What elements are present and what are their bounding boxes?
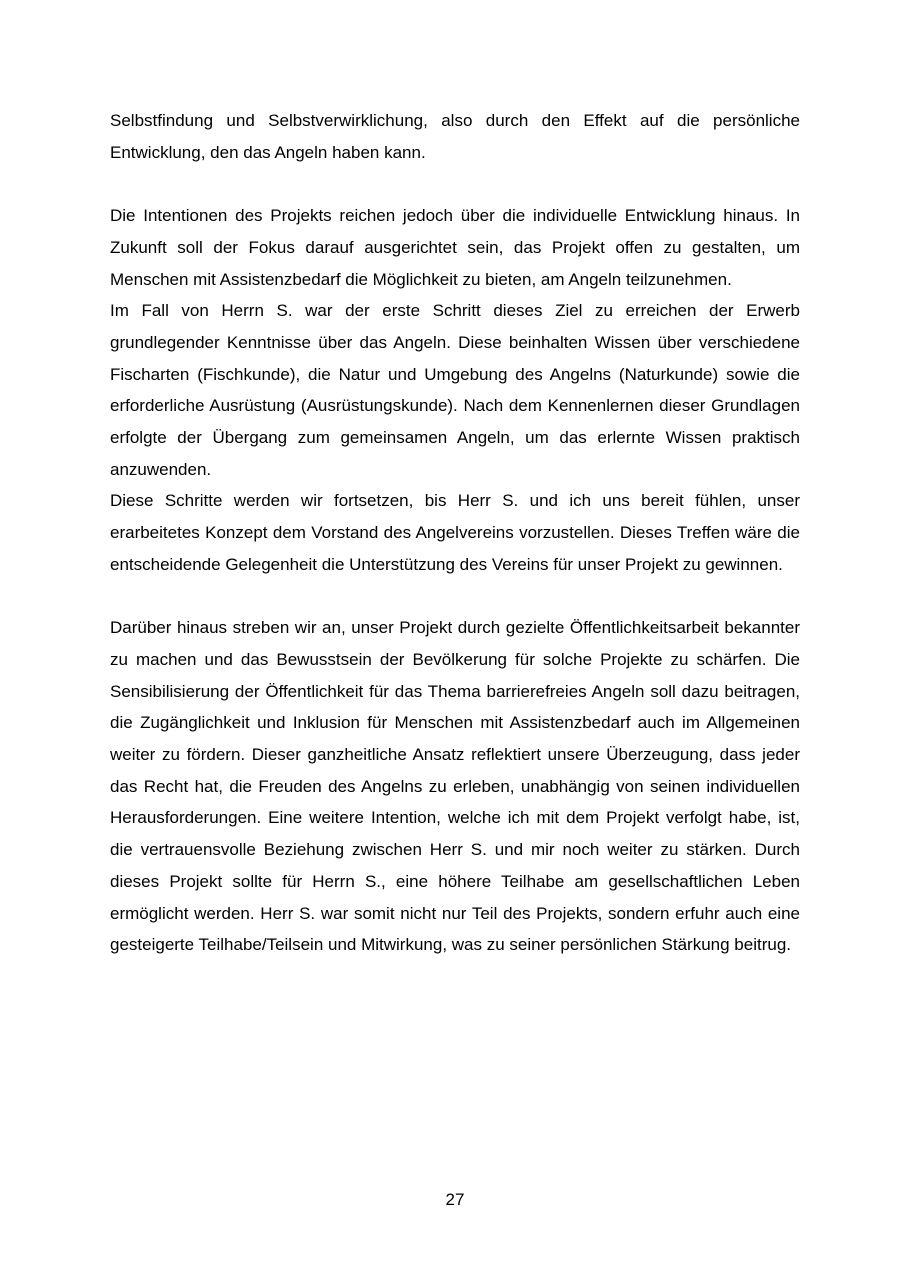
page-number: 27 xyxy=(445,1190,465,1209)
paragraph-4: Diese Schritte werden wir fortsetzen, bis Herr S. und ich uns bereit fühlen, unser erarbeitetes Konzept dem Vorstand des Angelvereins vorzustellen. Dieses Treffen wäre die entscheidende Gelegenheit die Unterstützung des Vereins für unser Projekt zu gewinnen. xyxy=(110,491,800,574)
paragraph-5: Darüber hinaus streben wir an, unser Projekt durch gezielte Öffentlichkeitsarbeit bekannter zu machen und das Bewusstsein der Bevölkerung für solche Projekte zu schärfen. Die Sensibilisierung der Öffentlichkeit für das Thema barrierefreies Angeln soll dazu beitragen, die Zugänglichkeit und Inklusion für Menschen mit Assistenzbedarf auch im Allgemeinen weiter zu fördern. Dieser ganzheitliche Ansatz reflektiert unsere Überzeugung, dass jeder das Recht hat, die Freuden des Angelns zu erleben, unabhängig von seinen individuellen Herausforderungen. Eine weitere Intention, welche ich mit dem Projekt verfolgt habe, ist, die vertrauensvolle Beziehung zwischen Herr S. und mir noch weiter zu stärken. Durch dieses Projekt sollte für Herrn S., eine höhere Teilhabe am gesellschaftlichen Leben ermöglicht werden. Herr S. war somit nicht nur Teil des Projekts, sondern erfuhr auch eine gesteigerte Teilhabe/Teilsein und Mitwirkung, was zu seiner persönlichen Stärkung beitrug. xyxy=(110,618,800,955)
paragraph-3: Im Fall von Herrn S. war der erste Schritt dieses Ziel zu erreichen der Erwerb grundlegender Kenntnisse über das Angeln. Diese beinhalten Wissen über verschiedene Fischarten (Fischkunde), die Natur und Umgebung des Angelns (Naturkunde) sowie die erforderliche Ausrüstung (Ausrüstungskunde). Nach dem Kennenlernen dieser Grundlagen erfolgte der Übergang zum gemeinsamen Angeln, um das erlernte Wissen praktisch anzuwenden. xyxy=(110,301,800,479)
paragraph-1: Selbstfindung und Selbstverwirklichung, also durch den Effekt auf die persönliche Entwicklung, den das Angeln haben kann. xyxy=(110,111,800,162)
body-text xyxy=(110,105,800,961)
paragraph-2: Die Intentionen des Projekts reichen jedoch über die individuelle Entwicklung hinaus. In Zukunft soll der Fokus darauf ausgerichtet sein, das Projekt offen zu gestalten, um Menschen mit Assistenzbedarf die Möglichkeit zu bieten, am Angeln teilzunehmen. xyxy=(110,206,800,289)
